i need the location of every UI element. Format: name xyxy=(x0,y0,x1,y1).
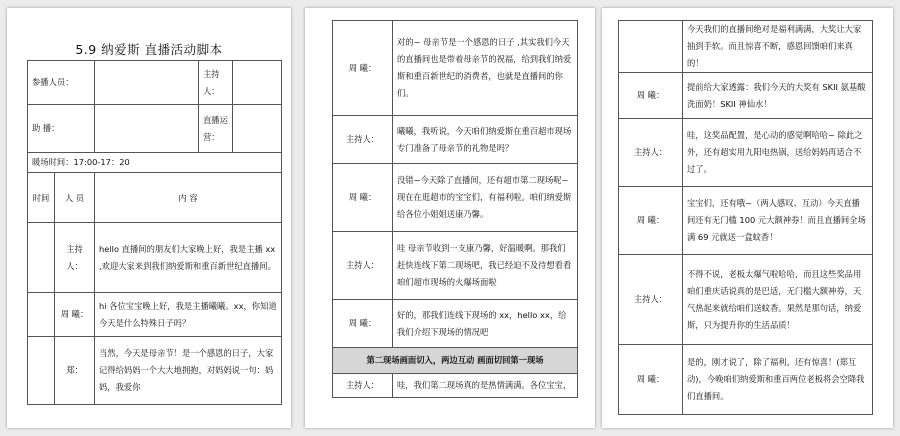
speaker-cell: 周 曦： xyxy=(333,300,393,348)
participants-label: 参播人员： xyxy=(28,61,95,105)
ops-value xyxy=(233,105,282,153)
assistant-label: 助 播： xyxy=(28,105,95,153)
speaker-cell: 主持人： xyxy=(619,119,683,187)
speaker-cell: 主持人： xyxy=(333,232,393,300)
time-cell xyxy=(28,337,55,405)
time-cell xyxy=(28,293,55,337)
script-title: 5.9 纳爱斯 直播活动脚本 xyxy=(75,42,223,57)
col-content-header: 内 容 xyxy=(95,173,282,223)
script-table-page-3 xyxy=(618,20,873,415)
table-row xyxy=(619,255,873,345)
content-cell: 好的，那我们连线下现场的 xx，hello xx，给我们介绍下现场的情况吧 xyxy=(393,300,578,348)
content-cell: 提前给大家透露：我们今天的大奖有 SKII 氨基酸洗面奶！SKII 神仙水！ xyxy=(683,73,873,119)
page-3 xyxy=(602,8,893,428)
content-cell: 不得不说，老板太爆气啦哈哈，而且这些奖品用咱们重庆话说真的是巴适，无门槛大额神券，天气热起来就给咱们送蚊香。果然是那句话，纳爱斯，只为提升你的生活品质！ xyxy=(683,255,873,345)
speaker-cell: 主持人： xyxy=(55,223,95,293)
table-row xyxy=(333,232,578,300)
warmup-time: 暖场时间：17:00-17：20 xyxy=(28,153,282,173)
content-cell: hi 各位宝宝晚上好，我是主播曦曦。xx，你知道今天是什么特殊日子吗？ xyxy=(95,293,282,337)
table-row xyxy=(333,116,578,164)
table-row xyxy=(333,21,578,116)
content-cell: 宝宝们，还有哦~（两人感叹、互动）今天直播间还有无门槛 100 元大额神券！而且直播间全场满 69 元就送一盒蚊香！ xyxy=(683,187,873,255)
participants-value xyxy=(95,61,199,105)
host-label: 主持人： xyxy=(199,61,233,105)
table-row xyxy=(333,300,578,348)
content-cell: 哇，这奖品配置，是心动的感觉啊哈哈~ 除此之外，还有超实用九阳电热锅，送给妈妈再适合不过了。 xyxy=(683,119,873,187)
table-row xyxy=(28,293,282,337)
table-row xyxy=(619,119,873,187)
content-cell: 曦曦，我听说，今天咱们纳爱斯在重百超市现场专门准备了母亲节的礼物是吗？ xyxy=(393,116,578,164)
table-row xyxy=(28,337,282,405)
ops-label: 直播运营： xyxy=(199,105,233,153)
speaker-cell: 郑： xyxy=(55,337,95,405)
content-cell: 哇，我们第二现场真的是热情满满。各位宝宝， xyxy=(393,374,578,398)
speaker-cell: 周 曦： xyxy=(619,187,683,255)
page-2 xyxy=(305,8,595,428)
host-value xyxy=(233,61,282,105)
content-cell: 对的~ 母亲节是一个感恩的日子 ,其实我们今天的直播间也是带着母亲节的祝福，给到我们纳爱斯和重百新世纪的消费者，也就是直播间的你们。 xyxy=(393,21,578,116)
content-cell: hello 直播间的朋友们大家晚上好，我是主播 xx ,欢迎大家来到我们纳爱斯和重百新世纪直播间。 xyxy=(95,223,282,293)
col-time-header: 时间 xyxy=(28,173,55,223)
speaker-cell: 周 曦： xyxy=(333,21,393,116)
content-cell: 是的，刚才说了，除了福利，还有惊喜！(郑互动)，今晚咱们纳爱斯和重百两位老板将会空降我们直播间。 xyxy=(683,345,873,415)
table-row xyxy=(619,345,873,415)
assistant-value xyxy=(95,105,199,153)
speaker-cell: 主持人： xyxy=(333,374,393,398)
content-cell: 没错~今天除了直播间，还有超市第二现场呢~现在在逛超市的宝宝们，有福利啦。咱们纳爱斯给各位小姐姐送康乃馨。 xyxy=(393,164,578,232)
table-row xyxy=(28,223,282,293)
speaker-cell: 主持人： xyxy=(333,116,393,164)
content-cell: 哇 母亲节收到一支康乃馨，好温暖啊。那我们赶快连线下第二现场吧，我已经迫不及待想看看咱们超市现场的火爆场面啦 xyxy=(393,232,578,300)
content-cell: 今天我们的直播间绝对是福利满满，大奖让大家抽到手软。而且惊喜不断，感恩回馈咱们来真的！ xyxy=(683,21,873,73)
speaker-cell: 主持人： xyxy=(619,255,683,345)
time-cell xyxy=(28,223,55,293)
col-person-header: 人 员 xyxy=(55,173,95,223)
script-table-page-2 xyxy=(332,20,578,398)
script-table-page-1 xyxy=(27,60,282,405)
table-row xyxy=(333,374,578,398)
table-row xyxy=(619,73,873,119)
content-cell: 当然，今天是母亲节！是一个感恩的日子，大家记得给妈妈一个大大地拥抱，对妈妈说一句：妈妈，我爱你 xyxy=(95,337,282,405)
page-1 xyxy=(7,8,291,428)
speaker-cell: 周 曦： xyxy=(55,293,95,337)
speaker-cell: 周 曦： xyxy=(619,345,683,415)
speaker-cell: 周 曦： xyxy=(333,164,393,232)
table-row xyxy=(619,187,873,255)
speaker-cell xyxy=(619,21,683,73)
table-row xyxy=(333,164,578,232)
table-row xyxy=(619,21,873,73)
speaker-cell: 周 曦： xyxy=(619,73,683,119)
section-banner: 第二现场画面切入，两边互动 画面切回第一现场 xyxy=(333,348,578,374)
